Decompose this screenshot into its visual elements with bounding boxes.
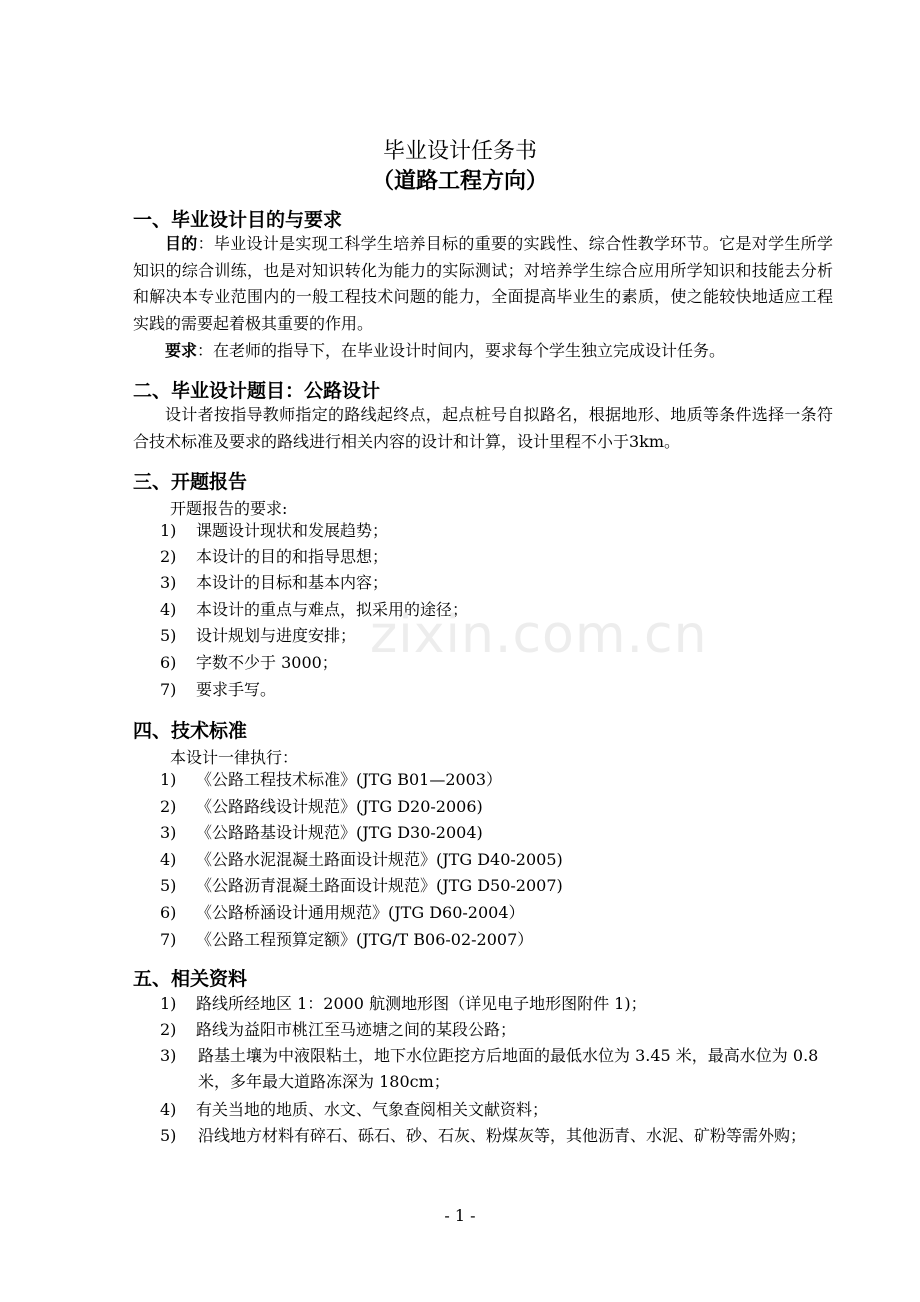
section-1-heading: 一、毕业设计目的与要求 bbox=[133, 209, 343, 231]
item-number: 7) bbox=[160, 680, 177, 699]
item-number: 3) bbox=[160, 1046, 177, 1065]
item-text: 《公路路线设计规范》(JTG D20-2006) bbox=[196, 797, 483, 816]
item-number: 7) bbox=[160, 930, 177, 949]
item-text: 路基土壤为中液限粘土，地下水位距挖方后地面的最低水位为 3.45 米，最高水位为 0.8 米，多年最大道路冻深为 180cm； bbox=[198, 1046, 819, 1091]
item-number: 4) bbox=[160, 600, 177, 619]
requirement-label: 要求 bbox=[165, 341, 198, 360]
item-text: 本设计的目标和基本内容； bbox=[196, 573, 389, 592]
item-text: 《公路桥涵设计通用规范》(JTG D60-2004） bbox=[196, 903, 525, 922]
section-1-purpose bbox=[133, 231, 833, 337]
item-text: 《公路沥青混凝土路面设计规范》(JTG D50-2007) bbox=[196, 876, 563, 895]
item-number: 2) bbox=[160, 547, 177, 566]
item-number: 4) bbox=[160, 1100, 177, 1119]
item-number: 3) bbox=[160, 573, 177, 592]
item-number: 6) bbox=[160, 653, 177, 672]
page-number: - 1 - bbox=[444, 1206, 476, 1225]
item-text: 路线所经地区 1：2000 航测地形图（详见电子地形图附件 1)； bbox=[196, 994, 647, 1013]
item-number: 4) bbox=[160, 850, 177, 869]
item-number: 5) bbox=[160, 876, 177, 895]
item-number: 1) bbox=[160, 521, 177, 540]
list-item bbox=[160, 677, 840, 703]
list-item bbox=[160, 927, 840, 953]
item-text: 路线为益阳市桃江至马迹塘之间的某段公路； bbox=[196, 1020, 517, 1039]
item-text: 《公路工程技术标准》(JTG B01—2003） bbox=[196, 770, 503, 789]
item-number: 2) bbox=[160, 1020, 177, 1039]
list-item bbox=[160, 873, 840, 899]
requirement-text: ：在老师的指导下，在毕业设计时间内，要求每个学生独立完成设计任务。 bbox=[197, 341, 726, 360]
item-text: 课题设计现状和发展趋势； bbox=[196, 521, 389, 540]
purpose-label: 目的 bbox=[165, 234, 198, 253]
list-item bbox=[160, 1017, 840, 1043]
item-number: 5) bbox=[160, 1126, 177, 1145]
section-5-heading: 五、相关资料 bbox=[133, 968, 248, 990]
list-item bbox=[160, 518, 840, 544]
item-number: 3) bbox=[160, 823, 177, 842]
list-item bbox=[160, 1097, 840, 1123]
section-4-heading: 四、技术标准 bbox=[133, 720, 248, 742]
item-text: 有关当地的地质、水文、气象查阅相关文献资料； bbox=[196, 1100, 549, 1119]
list-item bbox=[160, 820, 840, 846]
section-3-intro: 开题报告的要求: bbox=[170, 499, 288, 518]
section-1-requirement bbox=[133, 338, 833, 365]
list-item bbox=[160, 544, 840, 570]
document-title: 毕业设计任务书 bbox=[382, 139, 537, 164]
item-number: 1) bbox=[160, 770, 177, 789]
item-text: 设计规划与进度安排； bbox=[196, 626, 357, 645]
item-number: 5) bbox=[160, 626, 177, 645]
list-item bbox=[160, 900, 840, 926]
item-text: 《公路工程预算定额》(JTG/T B06-02-2007） bbox=[196, 930, 534, 949]
list-item bbox=[160, 847, 840, 873]
purpose-text: ：毕业设计是实现工科学生培养目标的重要的实践性、综合性教学环节。它是对学生所学知识的综合训练，也是对知识转化为能力的实际测试；对培养学生综合应用所学知识和技能去分析和解决本专业范围内的一般工程技术问题的能力，全面提高毕业生的素质，使之能较快地适应工程实践的需要起着极其重要的作用。 bbox=[133, 234, 833, 333]
item-number: 6) bbox=[160, 903, 177, 922]
watermark: zixin.com.cn bbox=[370, 605, 708, 665]
item-text: 沿线地方材料有碎石、砾石、砂、石灰、粉煤灰等，其他沥青、水泥、矿粉等需外购； bbox=[198, 1126, 807, 1145]
item-text: 要求手写。 bbox=[196, 680, 277, 699]
item-text: 《公路路基设计规范》(JTG D30-2004) bbox=[196, 823, 483, 842]
item-number: 1) bbox=[160, 994, 177, 1013]
list-item bbox=[160, 1123, 838, 1149]
list-item bbox=[160, 1043, 838, 1095]
item-text: 字数不少于 3000； bbox=[196, 653, 338, 672]
list-item bbox=[160, 570, 840, 596]
section-2-heading: 二、毕业设计题目：公路设计 bbox=[133, 380, 381, 402]
item-number: 2) bbox=[160, 797, 177, 816]
item-text: 《公路水泥混凝土路面设计规范》(JTG D40-2005) bbox=[196, 850, 563, 869]
list-item bbox=[160, 991, 840, 1017]
section-2-text: 设计者按指导教师指定的路线起终点，起点桩号自拟路名，根据地形、地质等条件选择一条符合技术标准及要求的路线进行相关内容的设计和计算，设计里程不小于3km。 bbox=[133, 405, 833, 451]
list-item bbox=[160, 794, 840, 820]
section-4-intro: 本设计一律执行： bbox=[170, 748, 299, 767]
item-text: 本设计的目的和指导思想； bbox=[196, 547, 389, 566]
list-item bbox=[160, 767, 840, 793]
section-3-heading: 三、开题报告 bbox=[133, 471, 248, 493]
document-subtitle: （道路工程方向） bbox=[371, 168, 548, 194]
item-text: 本设计的重点与难点，拟采用的途径； bbox=[196, 600, 469, 619]
